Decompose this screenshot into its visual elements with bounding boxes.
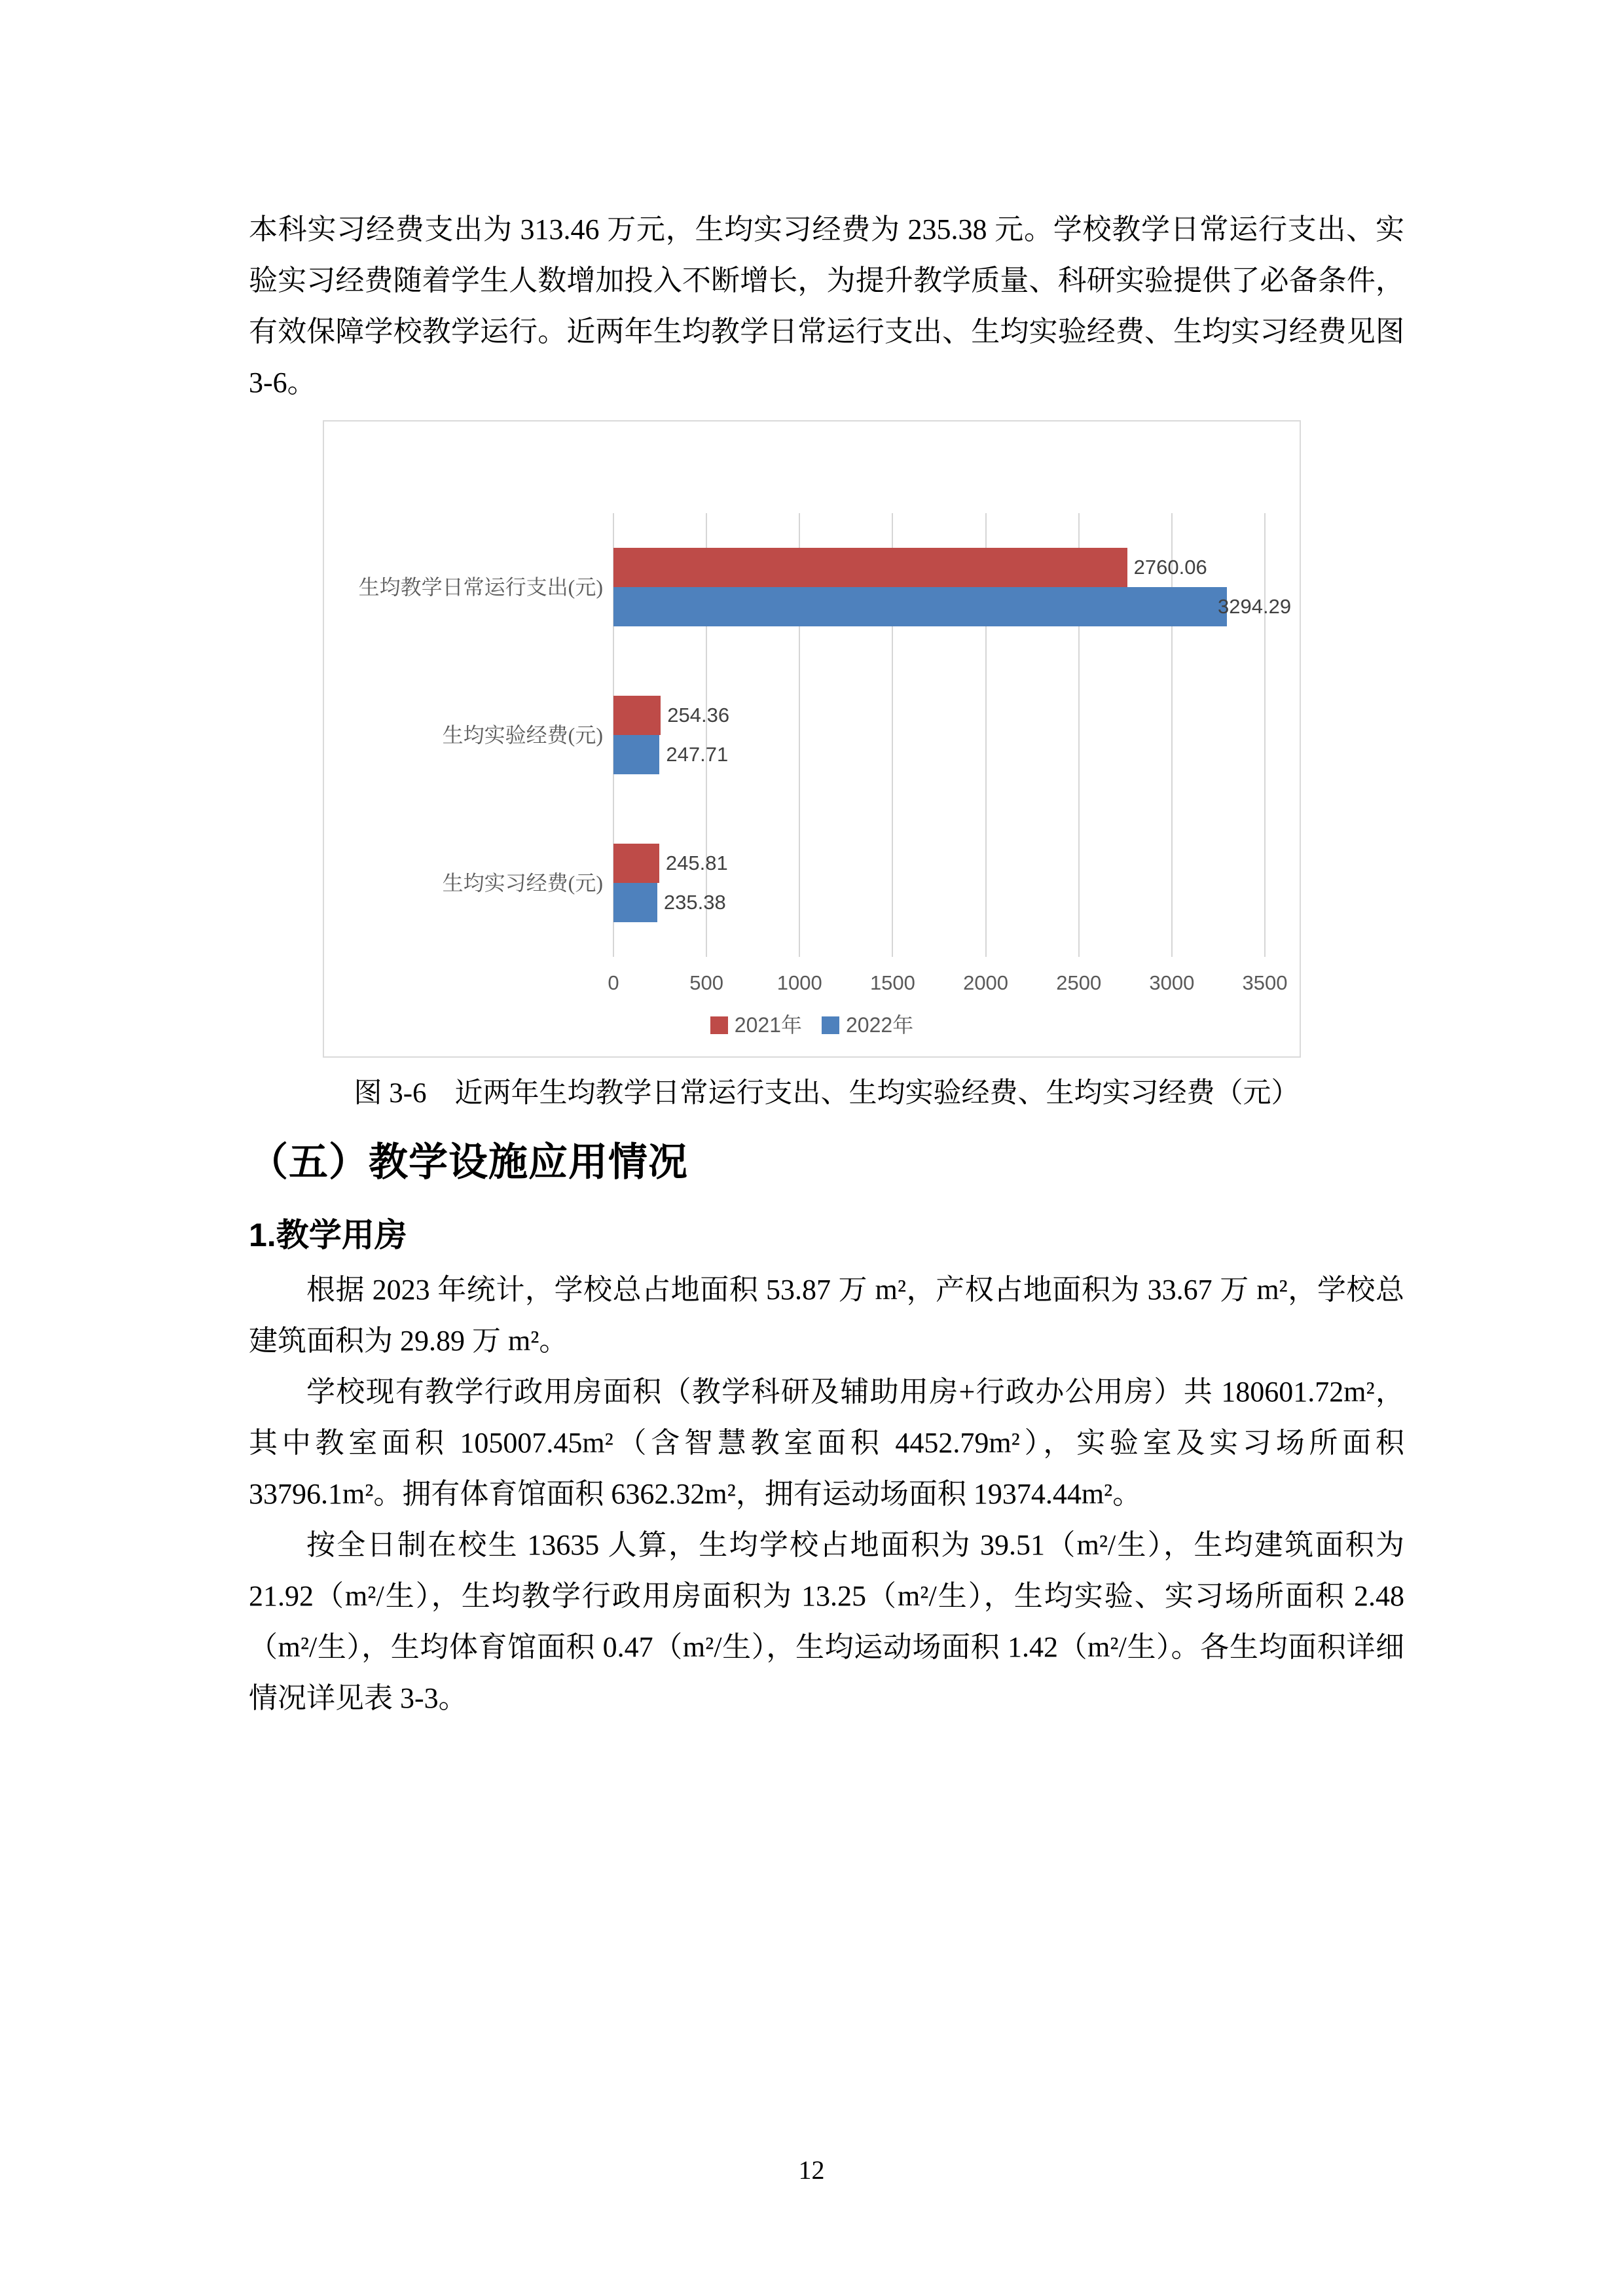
- chart-bar-2021年: [613, 844, 659, 883]
- chart-x-tick-label: 0: [608, 971, 619, 994]
- chart-bar-2022年: [613, 883, 657, 922]
- paragraph-building-area: 学校现有教学行政用房面积（教学科研及辅助用房+行政办公用房）共 180601.72m²，其中教室面积 105007.45m²（含智慧教室面积 4452.79m²），实验室及实习场所面积 33796.1m²。拥有体育馆面积 6362.32m²，拥有运动场面积 19374.44m²。: [249, 1376, 1404, 1510]
- figure-3-6: [323, 420, 1301, 1058]
- chart-gridline: [1264, 513, 1266, 957]
- chart-bar-value: 3294.29: [1218, 595, 1292, 618]
- legend-swatch-icon: [710, 1016, 728, 1034]
- chart-x-tick-label: 2000: [963, 971, 1009, 994]
- chart-bar-2021年: [613, 548, 1127, 587]
- chart-legend-item: [822, 1013, 913, 1037]
- legend-swatch-icon: [822, 1016, 839, 1034]
- chart-x-tick-label: 2500: [1056, 971, 1102, 994]
- figure-caption: 图 3-6 近两年生均教学日常运行支出、生均实验经费、生均实习经费（元）: [354, 1078, 1300, 1109]
- chart-x-tick-label: 500: [689, 971, 723, 994]
- legend-label: 2022年: [846, 1013, 914, 1037]
- chart-bar-value: 2760.06: [1133, 556, 1207, 579]
- section-heading-5: （五）教学设施应用情况: [249, 1140, 688, 1184]
- bar-chart: [324, 422, 1300, 1056]
- paragraph-intro: 本科实习经费支出为 313.46 万元，生均实习经费为 235.38 元。学校教学日常运行支出、实验实习经费随着学生人数增加投入不断增长，为提升教学质量、科研实验提供了必备条件，有效保障学校教学运行。近两年生均教学日常运行支出、生均实验经费、生均实习经费见图 3-6。: [249, 213, 1404, 399]
- chart-x-tick-label: 1000: [776, 971, 822, 994]
- paragraph-per-student-area: 按全日制在校生 13635 人算，生均学校占地面积为 39.51（m²/生），生均建筑面积为 21.92（m²/生），生均教学行政用房面积为 13.25（m²/生），生均实验、实习场所面积 2.48（m²/生），生均体育馆面积 0.47（m²/生），生均运动场面积 1.42（m²/生）。各生均面积详细情况详见表 3-3。: [249, 1529, 1404, 1714]
- chart-legend-item: [710, 1013, 802, 1037]
- chart-category-label: 生均教学日常运行支出(元): [358, 575, 603, 599]
- subsection-heading-1: 1.教学用房: [249, 1217, 407, 1253]
- chart-bar-value: 245.81: [665, 852, 728, 874]
- chart-bar-value: 254.36: [667, 704, 730, 726]
- chart-bar-value: 235.38: [663, 891, 726, 914]
- chart-bar-value: 247.71: [666, 743, 729, 766]
- page-number: 12: [798, 2155, 825, 2185]
- paragraph-land-area: 根据 2023 年统计，学校总占地面积 53.87 万 m²，产权占地面积为 33.67 万 m²，学校总建筑面积为 29.89 万 m²。: [249, 1274, 1404, 1357]
- chart-bar-2021年: [613, 696, 661, 735]
- chart-legend: [324, 1013, 1300, 1037]
- page-content: [249, 204, 1404, 1724]
- chart-bar-2022年: [613, 587, 1227, 626]
- chart-x-tick-label: 3000: [1149, 971, 1195, 994]
- chart-x-tick-label: 3500: [1242, 971, 1288, 994]
- chart-x-tick-label: 1500: [869, 971, 915, 994]
- chart-category-label: 生均实习经费(元): [442, 871, 603, 895]
- legend-label: 2021年: [734, 1013, 802, 1037]
- chart-category-label: 生均实验经费(元): [442, 723, 603, 747]
- chart-bar-2022年: [613, 735, 659, 774]
